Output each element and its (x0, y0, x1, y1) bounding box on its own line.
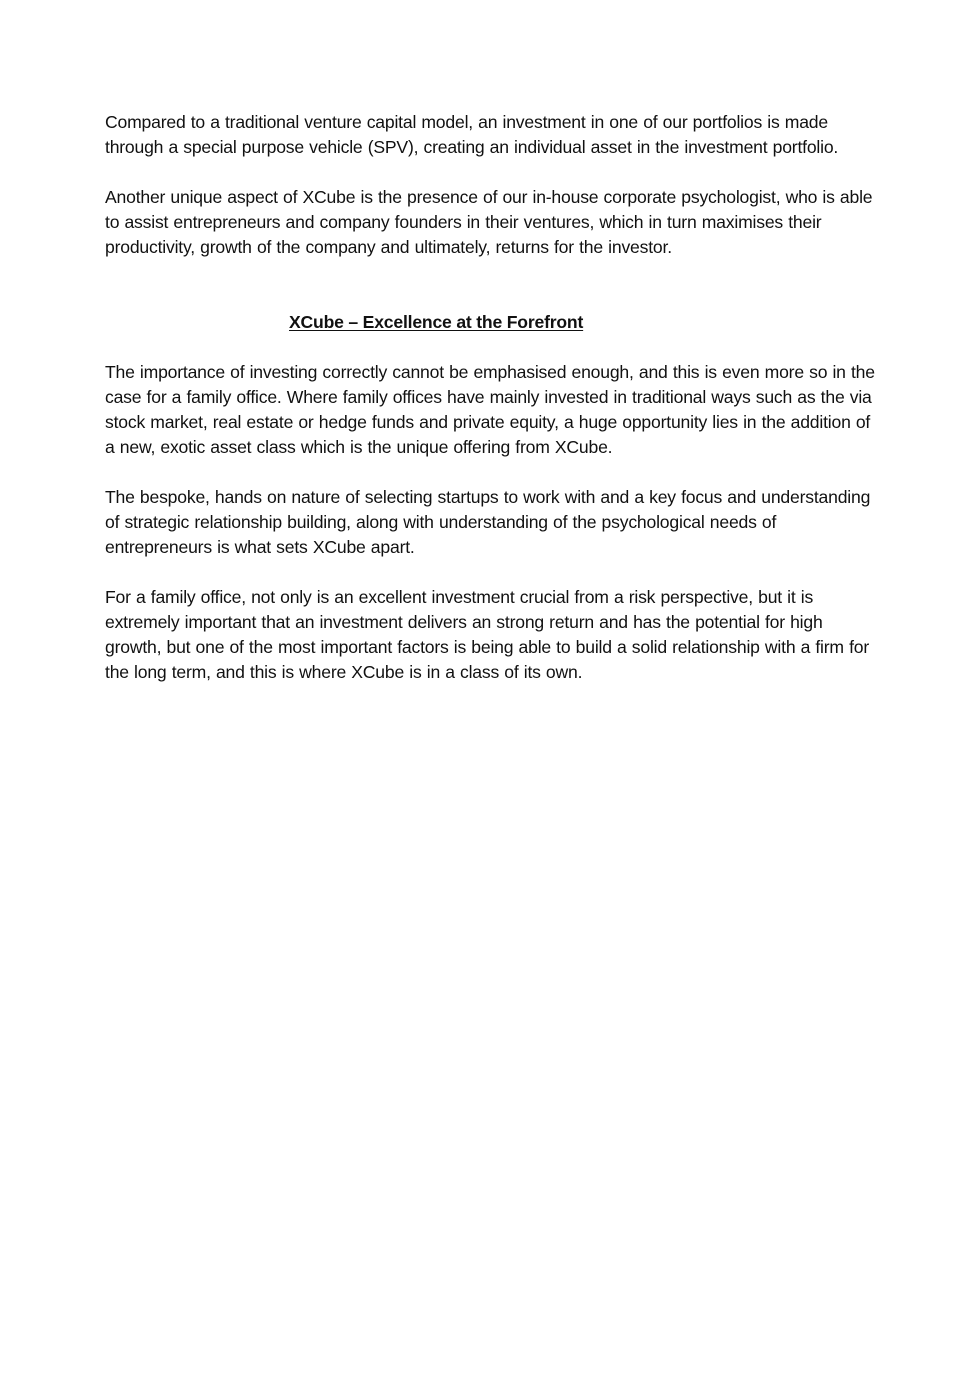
paragraph-family-office: For a family office, not only is an excellent investment crucial from a risk perspective, but it is extremely important that an investment delivers an strong return and has the potential for high growth, but one of the most important factors is being able to build a solid relationship with a firm for the long term, and this is where XCube is in a class of its own. (105, 587, 869, 682)
paragraph-spacer (105, 160, 877, 185)
section-spacer (105, 260, 877, 310)
paragraph-spv: Compared to a traditional venture capital model, an investment in one of our portfolios is made through a special purpose vehicle (SPV), creating an individual asset in the investment portfolio. (105, 112, 839, 157)
section-heading: XCube – Excellence at the Forefront (289, 312, 584, 332)
paragraph-spacer (105, 335, 877, 360)
document-body (105, 110, 877, 685)
paragraph-bespoke: The bespoke, hands on nature of selecting startups to work with and a key focus and understanding of strategic relationship building, along with understanding of the psychological needs of entrepreneurs is what sets XCube apart. (105, 487, 871, 557)
paragraph-spacer (105, 560, 877, 585)
paragraph-importance: The importance of investing correctly cannot be emphasised enough, and this is even more so in the case for a family office. Where family offices have mainly invested in traditional ways such as the via stock market, real estate or hedge funds and private equity, a huge opportunity lies in the addition of a new, exotic asset class which is the unique offering from XCube. (105, 362, 875, 457)
paragraph-spacer (105, 460, 877, 485)
paragraph-psychologist: Another unique aspect of XCube is the presence of our in-house corporate psychologist, who is able to assist entrepreneurs and company founders in their ventures, which in turn maximises their productivity, growth of the company and ultimately, returns for the investor. (105, 187, 873, 257)
